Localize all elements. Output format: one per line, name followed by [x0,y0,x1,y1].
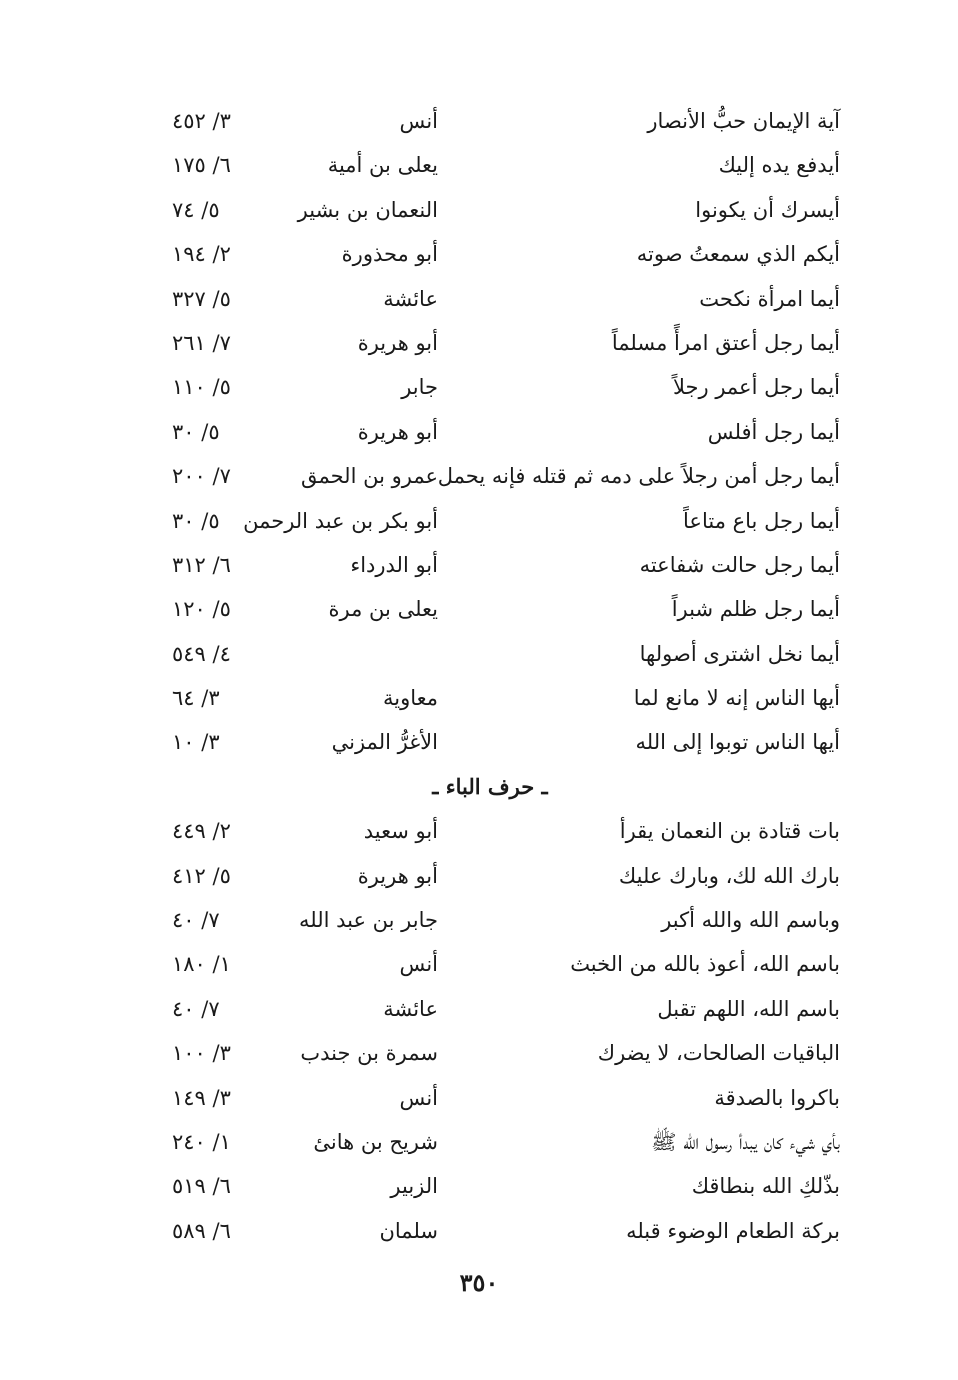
index-row [160,854,840,898]
index-row [160,1209,840,1253]
volume-page-reference: ٧/ ٤٠ [172,908,220,933]
volume-page-reference: ٣/ ٤٥٢ [172,109,231,133]
narrator-name: أنس [399,952,438,977]
volume-page-reference: ٦/ ٥٨٩ [172,1218,231,1243]
hadith-text: باسم الله، أعوذ بالله من الخبث [570,952,840,977]
hadith-text: أيما رجل أعتق امرأً مسلماً [611,330,840,355]
hadith-text: أيما رجل ظلم شبراً [671,597,840,622]
narrator-name: الزبير [390,1174,438,1199]
narrator-name: عائشة [383,996,438,1021]
narrator-name: عائشة [383,286,438,311]
hadith-text: أيما نخل اشترى أصولها [639,641,840,666]
hadith-text: أيما رجل أعمر رجلاً [672,375,840,400]
hadith-text: بأي شيء كان يبدأ رسول الله ﷺ [651,1129,840,1154]
index-row [160,987,840,1031]
index-row [160,720,840,764]
volume-page-reference: ٥/ ٣٢٧ [172,286,231,311]
index-row [160,410,840,454]
volume-page-reference: ٧/ ٤٠ [172,996,220,1021]
index-row [160,365,840,409]
index-row [160,321,840,365]
index-row [160,1076,840,1120]
narrator-name: جابر [401,375,438,400]
narrator-name: يعلى بن مرة [328,597,438,622]
narrator-name: شريح بن هانئ [313,1129,438,1154]
narrator-name: الأغرُّ المزني [331,730,438,755]
volume-page-reference: ٤/ ٥٤٩ [172,641,231,666]
narrator-name: أبو سعيد [363,819,438,844]
index-row [160,898,840,942]
narrator-name: أبو الدرداء [350,552,438,577]
narrator-name: أبو بكر بن عبد الرحمن [243,508,438,533]
page-number: ٣٥٠ [459,1268,499,1297]
hadith-text: أيما امرأة نكحت [699,286,840,311]
hadith-text: أيها الناس توبوا إلى الله [635,730,840,755]
volume-page-reference: ٢/ ٤٤٩ [172,819,231,844]
volume-page-reference: ٧/ ٢٦١ [172,330,231,355]
narrator-name: أبو هريرة [357,863,438,888]
narrator-name: أنس [399,1085,438,1110]
hadith-text: بركة الطعام الوضوء قبله [626,1218,840,1243]
index-row [160,632,840,676]
index-row [160,676,840,720]
volume-page-reference: ٣/ ١٠٠ [172,1041,231,1066]
section-heading-ba: ـ حرف الباء ـ [432,773,548,799]
narrator-name: النعمان بن بشير [297,197,438,222]
index-row [160,232,840,276]
hadith-text: أيسرك أن يكونوا [695,197,840,222]
narrator-name: عمرو بن الحمق [300,464,438,489]
hadith-text: وباسم الله والله أكبر [661,908,840,933]
hadith-text: أيما رجل باع متاعاً [683,508,840,533]
index-row [160,809,840,853]
volume-page-reference: ١/ ١٨٠ [172,952,231,977]
ba-section [160,809,840,1253]
hadith-text: أيها الناس إنه لا مانع لما [633,686,840,711]
index-row [160,454,840,498]
narrator-name: أنس [399,109,438,133]
volume-page-reference: ٣/ ١٠ [172,730,220,755]
volume-page-reference: ٣/ ٦٤ [172,686,220,711]
volume-page-reference: ١/ ٢٤٠ [172,1129,231,1154]
hadith-text: أيما رجل أمن رجلاً على دمه ثم قتله فإنه يحمل [437,464,840,489]
hadith-text: أيكم الذي سمعتُ صوته [636,242,840,267]
index-row [160,543,840,587]
index-row [160,277,840,321]
volume-page-reference: ٥/ ٧٤ [172,197,220,222]
hadith-text: أيدفع يده إليك [718,153,840,178]
narrator-name: يعلى بن أمية [327,153,438,178]
index-row [160,1120,840,1164]
volume-page-reference: ٥/ ١١٠ [172,375,231,400]
narrator-name: معاوية [382,686,438,711]
volume-page-reference: ٥/ ٣٠ [172,419,220,444]
narrator-name: أبو محذورة [341,242,438,267]
narrator-name: أبو هريرة [357,330,438,355]
hadith-text: أيما رجل حالت شفاعته [639,552,840,577]
hadith-text: بذّلكِ الله بنطاقك [691,1174,840,1199]
hadith-text: بات قتادة بن النعمان يقرأ [619,819,840,844]
hadith-index-list [160,99,840,1253]
volume-page-reference: ٣/ ١٤٩ [172,1085,231,1110]
alif-section [160,99,840,765]
hadith-text: باكروا بالصدقة [714,1085,840,1110]
volume-page-reference: ٥/ ٣٠ [172,508,220,533]
hadith-text: الباقيات الصالحات، لا يضرك [597,1041,840,1066]
volume-page-reference: ٢/ ١٩٤ [172,242,231,267]
volume-page-reference: ٦/ ٣١٢ [172,552,231,577]
narrator-name: جابر بن عبد الله [298,908,438,933]
volume-page-reference: ٧/ ٢٠٠ [172,464,231,489]
volume-page-reference: ٥/ ١٢٠ [172,597,231,622]
volume-page-reference: ٦/ ١٧٥ [172,153,231,178]
index-row [160,1164,840,1208]
narrator-name: سمرة بن جندب [300,1041,438,1066]
narrator-name: سلمان [379,1218,438,1243]
index-row [160,942,840,986]
volume-page-reference: ٥/ ٤١٢ [172,863,231,888]
volume-page-reference: ٦/ ٥١٩ [172,1174,231,1199]
hadith-text: آية الإيمان حبُّ الأنصار [647,109,840,133]
narrator-name: أبو هريرة [357,419,438,444]
hadith-text: أيما رجل أفلس [707,419,840,444]
index-row [160,188,840,232]
index-row [160,143,840,187]
hadith-text: بارك الله لك، وبارك عليك [618,863,840,888]
index-row [160,1031,840,1075]
index-row [160,99,840,143]
hadith-text: باسم الله، اللهم تقبل [657,996,840,1021]
index-row [160,587,840,631]
index-row [160,499,840,543]
